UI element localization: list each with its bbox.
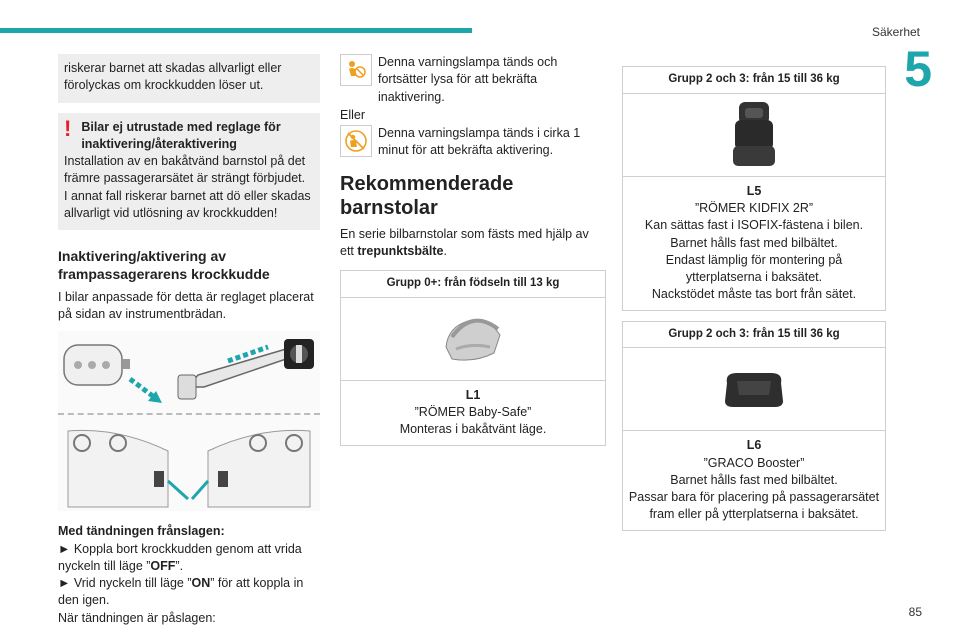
- seat-note-4: Nackstödet måste tas bort från sätet.: [651, 287, 857, 302]
- column-middle: [340, 54, 606, 446]
- chapter-number: 5: [904, 41, 932, 97]
- column-left: [58, 54, 320, 627]
- intro-bold: trepunktsbälte: [357, 243, 444, 258]
- seat-note-1: Monteras i bakåtvänt läge.: [399, 422, 547, 437]
- section-title: Säkerhet: [871, 25, 920, 39]
- seat-card-l1: [340, 270, 606, 446]
- lamp-activated-text: Denna varningslampa tänds i cirka 1 minut för att bekräfta aktivering.: [378, 126, 581, 158]
- airbag-on-lamp-icon: [340, 125, 372, 157]
- lamp-deactivated-text: Denna varningslampa tänds och fortsätter lysa för att bekräfta inaktivering.: [378, 55, 558, 104]
- seat-code: L5: [746, 183, 762, 198]
- page-number: 85: [908, 605, 922, 619]
- seat-note-1: Kan sättas fast i ISOFIX-fästena i bilen.: [644, 218, 864, 233]
- step-disable-text: ► Koppla bort krockkudden genom att vrida nyckeln till läge ”: [58, 541, 302, 573]
- column-right: [622, 54, 886, 531]
- step-disable-end: ”.: [175, 558, 184, 573]
- seat-card-l5: [622, 66, 886, 311]
- warning-title-text: Bilar ej utrustade med reglage för inaktivering/återaktivering: [81, 119, 281, 151]
- airbag-switch-icon: [284, 339, 314, 369]
- key-and-switch-drawing: [58, 331, 320, 511]
- seat-group-header: Grupp 2 och 3: från 15 till 36 kg: [623, 67, 885, 94]
- intro-note-box: [58, 54, 320, 103]
- header-accent-bar: [0, 28, 472, 33]
- ignition-off-title: Med tändningen frånslagen:: [58, 524, 225, 539]
- seat-note-1: Barnet hålls fast med bilbältet.: [670, 472, 838, 487]
- step-enable-end: ” för att koppla in den igen.: [58, 576, 304, 608]
- warning-exclamation-icon: !: [64, 115, 72, 141]
- step-enable: [58, 575, 320, 610]
- seat-note-3: Endast lämplig för montering på ytterplatserna i baksätet.: [665, 252, 843, 285]
- seat-group-header: Grupp 0+: från födseln till 13 kg: [341, 271, 605, 298]
- intro-text: En serie bilbarnstolar som fästs med hjälp av ett: [340, 226, 589, 258]
- seat-name: ”RÖMER KIDFIX 2R”: [694, 201, 814, 216]
- airbag-heading: Inaktivering/aktivering av frampassagerarens krockkudde: [58, 248, 270, 282]
- seat-name: ”RÖMER Baby-Safe”: [414, 405, 532, 420]
- seat-image-cell: [341, 298, 605, 381]
- seat-image-cell: [623, 94, 885, 177]
- or-label: Eller: [340, 107, 366, 122]
- step-disable: [58, 541, 320, 576]
- recommended-seats-heading: Rekommenderade barnstolar: [340, 172, 514, 219]
- lamp-activated-row: [340, 125, 606, 160]
- warning-box: [58, 113, 320, 231]
- seat-image-cell: [623, 348, 885, 431]
- seat-description: [623, 177, 885, 310]
- warning-title: [64, 115, 314, 154]
- airbag-paragraph: I bilar anpassade för detta är reglaget placerat på sidan av instrumentbrädan.: [58, 289, 314, 322]
- seat-card-l6: [622, 321, 886, 531]
- airbag-switch-illustration: [58, 331, 320, 511]
- seat-code: L6: [746, 438, 762, 453]
- seat-name: ”GRACO Booster”: [703, 455, 805, 470]
- booster-cushion-icon: [721, 367, 787, 411]
- seat-note-2: Passar bara för placering på passagerarsätet fram eller på ytterplatserna i baksätet.: [628, 490, 880, 522]
- recommended-seats-intro: [340, 226, 606, 261]
- warning-text-2: I annat fall riskerar barnet att dö eller skadas allvarligt vid utlösning av krockkudden!: [64, 188, 311, 220]
- airbag-off-lamp-icon: [340, 54, 372, 86]
- seat-code: L1: [465, 387, 481, 402]
- booster-seat-with-back-icon: [729, 100, 779, 170]
- intro-note-text: riskerar barnet att skadas allvarligt eller förolyckas om krockkudden löser ut.: [64, 61, 282, 93]
- intro-end: .: [443, 243, 447, 258]
- warning-text-1: Installation av en bakåtvänd barnstol på det främre passagerarsätet är strängt förbjudet.: [64, 154, 306, 186]
- baby-carrier-icon: [438, 307, 508, 371]
- ignition-on-title: När tändningen är påslagen:: [58, 610, 216, 625]
- off-position-label: OFF: [150, 558, 176, 573]
- seat-group-header: Grupp 2 och 3: från 15 till 36 kg: [623, 322, 885, 349]
- step-enable-text: ► Vrid nyckeln till läge ”: [58, 576, 192, 591]
- illustration-divider: [58, 413, 320, 415]
- lamp-deactivated-row: [340, 54, 606, 106]
- seat-description: [623, 431, 885, 529]
- key-fob-icon: [64, 345, 130, 385]
- seat-note-2: Barnet hålls fast med bilbältet.: [670, 235, 838, 250]
- seat-description: [341, 381, 605, 445]
- on-position-label: ON: [191, 576, 211, 591]
